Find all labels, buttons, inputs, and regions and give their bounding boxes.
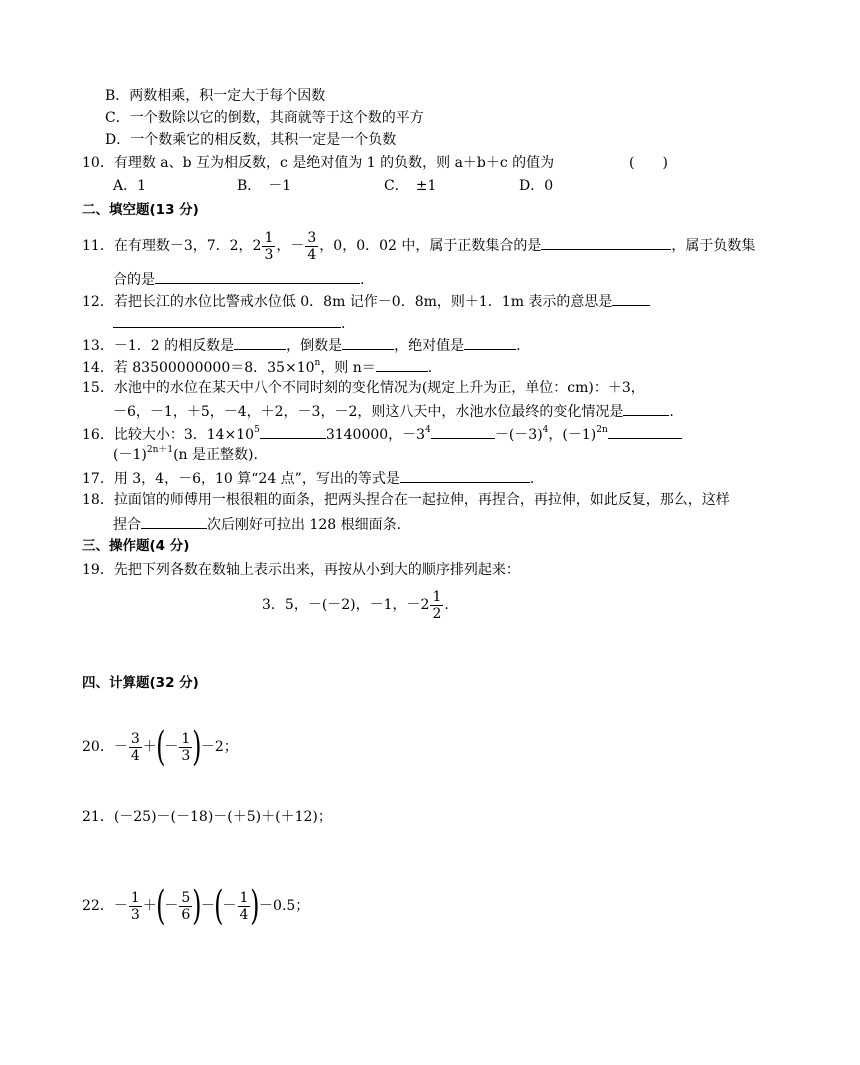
q20-left-paren: (: [155, 724, 166, 770]
q11-text-b: ，－: [276, 238, 305, 254]
q11-text-a: 11．在有理数－3，7．2，2: [82, 238, 262, 254]
q16-blank-1[interactable]: [260, 424, 326, 439]
q11-mixed-num: 1: [264, 229, 274, 246]
q20-d1: 4: [130, 747, 140, 764]
q16-sup3: 4: [542, 425, 549, 435]
q22-expression: [82, 884, 309, 928]
q15-line2: [113, 401, 674, 421]
q13-text-d: .: [516, 338, 521, 354]
q11-text-d: ，属于负数集: [671, 238, 756, 254]
q10-option-c: C． ±1: [384, 178, 437, 194]
q22-right-paren-1: ): [192, 883, 202, 929]
q13-text-b: ，倒数是: [286, 338, 343, 354]
q20-neg2: －: [164, 739, 179, 755]
q19-stem: 19．先把下列各数在数轴上表示出来，再按从小到大的顺序排列起来：: [82, 562, 520, 578]
q18-text-b: 捏合: [113, 517, 141, 533]
q10-option-a: A．1: [113, 178, 147, 194]
q14-text-a: 14．若 83500000000＝8．35×10: [82, 360, 315, 376]
q19-number-list: 3．5，－(－2)，－1，－2: [262, 597, 430, 613]
q22-n1: 1: [130, 889, 140, 906]
section-fill-in-title: 二、填空题(13 分): [82, 202, 199, 218]
q14-exponent: n: [314, 358, 321, 368]
q16-sup5: 2n＋1: [146, 445, 174, 455]
q17-blank[interactable]: [400, 468, 530, 483]
q22-right-paren-2: ): [250, 883, 260, 929]
q16-text-a: 16．比较大小：3．14×10: [82, 427, 255, 443]
q22-tail: －0.5；: [259, 898, 310, 914]
q20-fraction-2: [179, 731, 192, 764]
q12-line2: [113, 313, 345, 333]
q14-line: [82, 357, 432, 377]
q11-frac-num: 3: [307, 229, 317, 246]
q16-text-f: (n 是正整数).: [173, 447, 258, 463]
q20-neg: －: [113, 739, 128, 755]
q13-line: [82, 335, 521, 355]
q20-expression: [82, 725, 238, 769]
q11-mixed-fraction: [262, 230, 275, 263]
q22-fraction-2: [179, 890, 192, 923]
q13-blank-opposite[interactable]: [234, 335, 286, 350]
q12-line1: [82, 291, 650, 311]
q15-blank[interactable]: [623, 401, 669, 416]
q11-fraction: [305, 230, 318, 263]
q11-mixed-den: 3: [264, 246, 274, 263]
q22-plus: ＋: [142, 898, 157, 914]
q16-sup2: 4: [425, 425, 431, 435]
q20-right-paren: ): [192, 724, 202, 770]
q14-text-c: .: [427, 360, 433, 376]
q19-fraction: [430, 589, 443, 622]
q11-line1: [82, 226, 755, 266]
q16-sup4: 2n: [596, 425, 608, 435]
q19-frac-den: 2: [432, 605, 442, 622]
q18-blank[interactable]: [141, 514, 207, 529]
q18-line2: [113, 514, 401, 534]
q20-fraction-1: [129, 731, 142, 764]
q11-text-e: 合的是: [113, 272, 155, 288]
q14-blank-n[interactable]: [376, 357, 428, 372]
q16-blank-2[interactable]: [431, 424, 495, 439]
q16-blank-3[interactable]: [608, 424, 682, 439]
q15-text-c: .: [669, 404, 674, 420]
q22-d3: 4: [239, 906, 249, 923]
q18-line1: 18．拉面馆的师傅用一根很粗的面条，把两头捏合在一起拉伸，再捏合，再拉伸，如此反复，那么，这样: [82, 492, 730, 508]
q22-d2: 6: [181, 906, 191, 923]
q20-label: 20．: [82, 739, 114, 755]
q22-neg2: －: [164, 898, 179, 914]
q10-stem: 10．有理数 a、b 互为相反数，c 是绝对值为 1 的负数，则 a＋b＋c 的值为: [82, 155, 555, 171]
q22-neg3: －: [222, 898, 237, 914]
q16-text-d: ，(－1): [548, 427, 597, 443]
q19-numbers: [262, 585, 449, 625]
q22-fraction-1: [129, 890, 142, 923]
q22-minus: －: [200, 898, 215, 914]
q16-text-b: 3140000，－3: [325, 427, 426, 443]
q12-blank-b[interactable]: [113, 313, 341, 328]
q13-text-c: ，绝对值是: [394, 338, 465, 354]
q22-d1: 3: [130, 906, 140, 923]
q11-blank-negative[interactable]: [155, 269, 360, 284]
q16-text-c: －(－3): [494, 427, 543, 443]
q22-neg: －: [113, 898, 128, 914]
q17-text-b: .: [529, 471, 535, 487]
q13-blank-abs[interactable]: [464, 335, 516, 350]
q12-blank-a[interactable]: [612, 291, 650, 306]
q11-frac-den: 4: [307, 246, 317, 263]
q11-blank-positive[interactable]: [541, 235, 671, 250]
q10-option-b: B． －1: [237, 178, 292, 194]
q22-n3: 1: [239, 889, 249, 906]
q22-left-paren-2: (: [214, 883, 224, 929]
q19-end: .: [444, 597, 449, 613]
q20-plus: ＋: [142, 739, 157, 755]
section-calculation-title: 四、计算题(32 分): [82, 675, 199, 691]
section-operation-title: 三、操作题(4 分): [82, 538, 190, 554]
q18-text-c: 次后刚好可拉出 128 根细面条.: [207, 517, 402, 533]
q22-label: 22．: [82, 898, 114, 914]
q20-n2: 1: [181, 730, 191, 747]
q22-left-paren-1: (: [155, 883, 166, 929]
q15-text-b: －6，－1，＋5，－4，＋2，－3，－2，则这八天中，水池水位最终的变化情况是: [113, 404, 624, 420]
q9-option-c: C．一个数除以它的倒数，其商就等于这个数的平方: [105, 110, 424, 126]
q13-blank-reciprocal[interactable]: [342, 335, 394, 350]
q16-line2: [113, 446, 258, 464]
q22-n2: 5: [181, 889, 191, 906]
q10-option-d: D．0: [519, 178, 554, 194]
q19-frac-num: 1: [432, 588, 442, 605]
q11-text-f: .: [360, 272, 365, 288]
q20-n1: 3: [130, 730, 140, 747]
q16-line1: [82, 424, 682, 444]
q20-d2: 3: [181, 747, 191, 764]
q14-text-b: ，则 n＝: [320, 360, 376, 376]
q17-line: [82, 468, 534, 488]
q9-option-b: B．两数相乘，积一定大于每个因数: [105, 88, 326, 104]
q13-text-a: 13．－1．2 的相反数是: [82, 338, 235, 354]
q15-line1: 15．水池中的水位在某天中八个不同时刻的变化情况为(规定上升为正，单位：cm)：＋3，: [82, 380, 645, 396]
q20-tail: －2；: [200, 739, 238, 755]
q12-end: .: [341, 316, 346, 332]
q9-option-d: D．一个数乘它的相反数，其积一定是一个负数: [105, 132, 397, 148]
q16-text-e: (－1): [113, 447, 147, 463]
q12-text: 12．若把长江的水位比警戒水位低 0．8m 记作－0．8m，则＋1．1m 表示的意思是: [82, 294, 613, 310]
q16-sup1: 5: [254, 425, 260, 435]
q21-expression: 21．(－25)－(－18)－(＋5)＋(＋12)；: [82, 809, 332, 825]
q10-answer-paren: ( ): [629, 155, 668, 171]
q11-line2: [113, 269, 364, 289]
q11-text-c: ，0，0．02 中，属于正数集合的是: [319, 238, 542, 254]
q22-fraction-3: [238, 890, 251, 923]
q17-text-a: 17．用 3，4，－6，10 算“24 点”，写出的等式是: [82, 471, 400, 487]
